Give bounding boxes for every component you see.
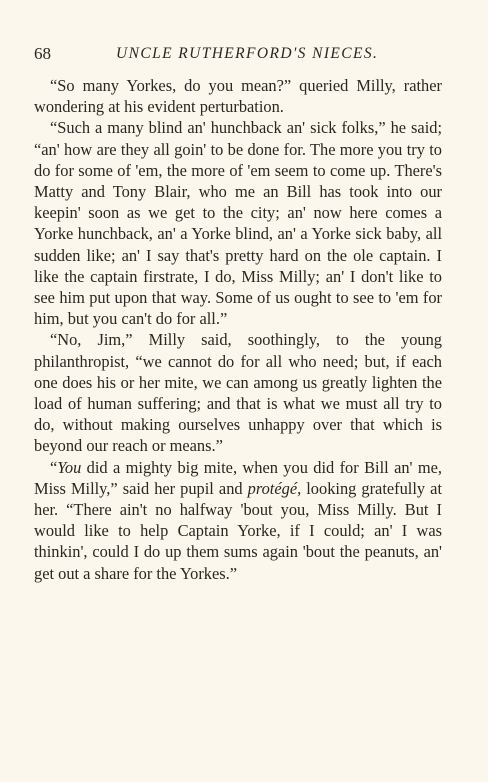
page-number: 68 [34,44,51,63]
paragraph-4: “You did a mighty big mite, when you did for Bill an' me, Miss Milly,” said her pupil and protégé, looking gratefully at her. “There ain't no halfway 'bout you, Miss Milly. But I would like to help Captain Yorke, if I could; an' I was thinkin', could I do up them sums again 'bout the peanuts, an' get out a share for the Yorkes.” [34,457,442,583]
emphasis-protege: protégé, [247,478,302,498]
page-header [34,44,454,64]
paragraph-4-part-2: looking gratefully at her. “There ain't no halfway 'bout you, Miss Milly. But I would like to help Captain Yorke, if I could; an' I was thinkin', could I do up them sums again 'bout the peanuts, an' get out a share for the Yorkes.” [34,478,442,583]
emphasis-you: You [57,457,82,477]
paragraph-3: “No, Jim,” Milly said, soothingly, to the young philanthropist, “we cannot do for all who need; but, if each one does his or her mite, we can among us greatly lighten the load of human suffering; and that is what we must all try to do, without making ourselves unhappy over that which is beyond our reach or means.” [34,330,442,456]
paragraph-4-part-1: did a mighty big mite, when you did for Bill an' me, Miss Milly,” said her pupil and [34,457,442,498]
paragraph-2: “Such a many blind an' hunchback an' sick folks,” he said; “an' how are they all goin' to be done for. The more you try to do for some of 'em, the more of 'em seem to come up. There's Matty and Tony Blair, who me an Bill has took into our keepin' soon as we get to the city; an' now here comes a Yorke hunchback, an' a Yorke blind, an' a Yorke sick baby, all sudden like; an' I say that's pretty hard on the ole captain. I like the captain firstrate, I do, Miss Milly; an' I don't like to see him put upon that way. Some of us ought to see to 'em for him, but you can't do for all.” [34,118,442,329]
paragraph-1: “So many Yorkes, do you mean?” queried Milly, rather wondering at his evident perturbation. [34,76,442,117]
body-text [34,75,442,584]
running-title: UNCLE RUTHERFORD'S NIECES. [116,45,379,62]
